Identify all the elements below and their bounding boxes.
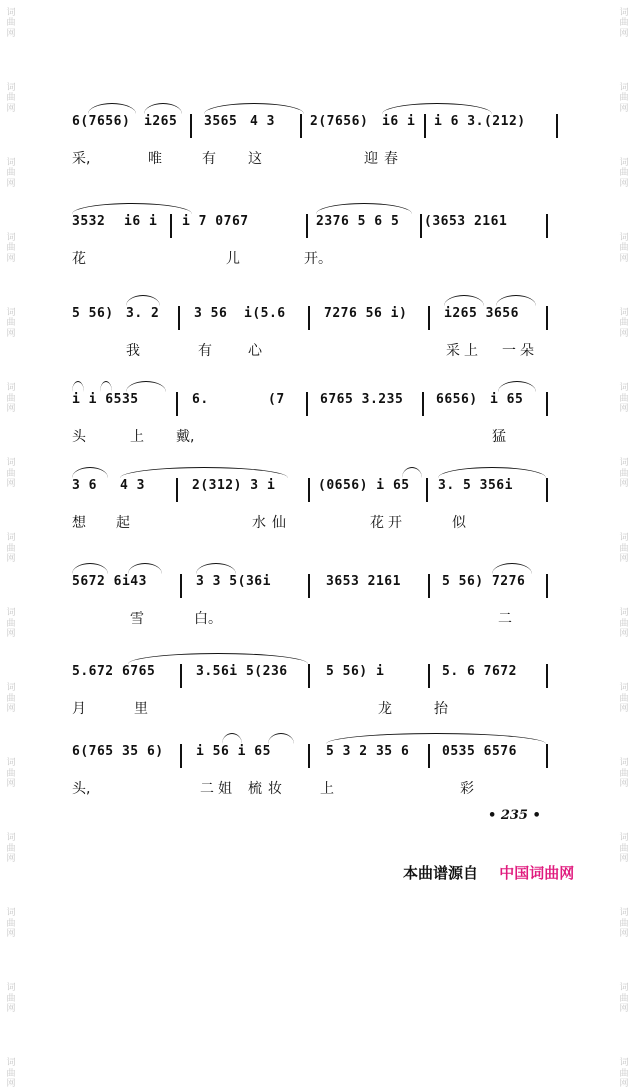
lyric: 有 bbox=[202, 151, 216, 167]
watermark-char: 网 bbox=[619, 103, 629, 114]
lyric-line bbox=[72, 248, 562, 272]
lyric: 儿 bbox=[226, 251, 240, 267]
watermark-char: 词 bbox=[6, 1058, 16, 1069]
watermark-char: 曲 bbox=[6, 18, 16, 29]
lyric-line bbox=[72, 426, 562, 450]
measure: i 56 i 65 bbox=[196, 744, 271, 759]
barline bbox=[178, 306, 180, 330]
lyric: 心 bbox=[248, 343, 262, 359]
watermark-char: 曲 bbox=[6, 93, 16, 104]
watermark-char: 网 bbox=[6, 703, 16, 714]
measure: i i 6535 bbox=[72, 392, 139, 407]
watermark-mark bbox=[6, 683, 15, 714]
watermark-char: 词 bbox=[619, 383, 629, 394]
barline bbox=[180, 744, 182, 768]
watermark-char: 网 bbox=[619, 854, 629, 865]
lyric: 戴, bbox=[176, 429, 195, 445]
watermark-char: 曲 bbox=[6, 243, 16, 254]
watermark-mark bbox=[6, 308, 15, 339]
watermark-char: 网 bbox=[6, 1004, 16, 1015]
watermark-mark bbox=[619, 833, 628, 864]
watermark-char: 网 bbox=[6, 478, 16, 489]
lyric: 上 bbox=[130, 429, 144, 445]
measure: 6656) bbox=[436, 392, 478, 407]
lyric-line bbox=[72, 778, 562, 802]
measure: i 6 3.(212) bbox=[434, 114, 526, 129]
watermark-char: 网 bbox=[6, 854, 16, 865]
measure: i6 i bbox=[382, 114, 416, 129]
watermark-mark bbox=[619, 683, 628, 714]
slur bbox=[128, 653, 308, 664]
barline bbox=[420, 214, 422, 238]
watermark-mark bbox=[6, 233, 15, 264]
watermark-char: 曲 bbox=[619, 768, 629, 779]
measure: 0535 6576 bbox=[442, 744, 517, 759]
watermark-char: 曲 bbox=[619, 318, 629, 329]
watermark-char: 词 bbox=[619, 158, 629, 169]
lyric: 花 bbox=[370, 515, 384, 531]
notation-line bbox=[72, 474, 562, 514]
barline bbox=[546, 574, 548, 598]
barline bbox=[428, 306, 430, 330]
watermark-char: 曲 bbox=[619, 843, 629, 854]
measure: 3532 bbox=[72, 214, 106, 229]
watermark-char: 网 bbox=[619, 553, 629, 564]
watermark-char: 词 bbox=[619, 608, 629, 619]
watermark-mark bbox=[6, 458, 15, 489]
barline bbox=[308, 744, 310, 768]
watermark-column-right bbox=[615, 0, 633, 1089]
barline bbox=[180, 574, 182, 598]
lyric: 上 bbox=[320, 781, 334, 797]
watermark-char: 词 bbox=[619, 308, 629, 319]
lyric: 彩 bbox=[460, 781, 474, 797]
watermark-char: 曲 bbox=[619, 393, 629, 404]
notation-line bbox=[72, 660, 562, 700]
watermark-mark bbox=[6, 533, 15, 564]
watermark-char: 词 bbox=[6, 158, 16, 169]
watermark-char: 网 bbox=[6, 929, 16, 940]
watermark-char: 词 bbox=[6, 983, 16, 994]
slur bbox=[268, 733, 294, 744]
watermark-char: 词 bbox=[619, 908, 629, 919]
notation-line bbox=[72, 740, 562, 780]
lyric: 抬 bbox=[434, 701, 448, 717]
slur bbox=[222, 733, 242, 744]
lyric: 似 bbox=[452, 515, 466, 531]
measure: 5 56) i bbox=[326, 664, 385, 679]
barline bbox=[546, 306, 548, 330]
barline bbox=[428, 664, 430, 688]
lyric: 起 bbox=[116, 515, 130, 531]
measure: 5 56) 7276 bbox=[442, 574, 526, 589]
barline bbox=[546, 478, 548, 502]
watermark-char: 词 bbox=[619, 533, 629, 544]
slur bbox=[496, 295, 536, 306]
watermark-mark bbox=[619, 308, 628, 339]
watermark-char: 曲 bbox=[619, 468, 629, 479]
watermark-mark bbox=[619, 758, 628, 789]
watermark-mark bbox=[619, 158, 628, 189]
lyric: 一 bbox=[502, 343, 516, 359]
barline bbox=[308, 574, 310, 598]
watermark-char: 词 bbox=[6, 608, 16, 619]
barline bbox=[308, 664, 310, 688]
slur bbox=[402, 467, 422, 478]
slur bbox=[126, 295, 160, 306]
credit-source-text: 本曲谱源自 bbox=[403, 864, 479, 882]
watermark-char: 曲 bbox=[6, 918, 16, 929]
measure: 4 3 bbox=[250, 114, 275, 129]
measure: 5 3 2 35 6 bbox=[326, 744, 410, 759]
measure: 3. 5 356i bbox=[438, 478, 513, 493]
notation-line bbox=[72, 388, 562, 428]
watermark-char: 曲 bbox=[619, 993, 629, 1004]
watermark-char: 曲 bbox=[619, 93, 629, 104]
watermark-char: 曲 bbox=[619, 1068, 629, 1079]
watermark-char: 词 bbox=[619, 458, 629, 469]
watermark-char: 网 bbox=[6, 779, 16, 789]
watermark-char: 网 bbox=[619, 929, 629, 940]
measure: 3.56i 5(236 bbox=[196, 664, 288, 679]
lyric: 花 bbox=[72, 251, 86, 267]
watermark-char: 词 bbox=[619, 983, 629, 994]
watermark-char: 网 bbox=[619, 1004, 629, 1015]
watermark-char: 曲 bbox=[6, 318, 16, 329]
page-number: • 235 • bbox=[488, 808, 541, 823]
watermark-char: 词 bbox=[6, 8, 16, 18]
watermark-char: 词 bbox=[6, 308, 16, 319]
barline bbox=[306, 214, 308, 238]
watermark-char: 曲 bbox=[619, 618, 629, 629]
slur bbox=[326, 733, 546, 744]
watermark-char: 词 bbox=[6, 458, 16, 469]
lyric: 开。 bbox=[304, 251, 332, 267]
lyric: 春 bbox=[384, 151, 398, 167]
watermark-char: 曲 bbox=[6, 543, 16, 554]
watermark-char: 网 bbox=[619, 403, 629, 414]
lyric: 梳 bbox=[248, 781, 262, 797]
watermark-mark bbox=[6, 833, 15, 864]
measure: 5672 6i43 bbox=[72, 574, 147, 589]
barline bbox=[308, 478, 310, 502]
notation-line bbox=[72, 110, 562, 150]
lyric: 有 bbox=[198, 343, 212, 359]
watermark-mark bbox=[6, 158, 15, 189]
watermark-char: 词 bbox=[619, 8, 629, 18]
lyric: 水 bbox=[252, 515, 266, 531]
watermark-mark bbox=[6, 383, 15, 414]
watermark-mark bbox=[6, 758, 15, 789]
lyric-line bbox=[72, 340, 562, 364]
lyric: 开 bbox=[388, 515, 402, 531]
lyric: 迎 bbox=[364, 151, 378, 167]
lyric: 里 bbox=[134, 701, 148, 717]
slur bbox=[100, 381, 112, 392]
barline bbox=[190, 114, 192, 138]
barline bbox=[308, 306, 310, 330]
barline bbox=[424, 114, 426, 138]
watermark-char: 网 bbox=[6, 553, 16, 564]
lyric: 这 bbox=[248, 151, 262, 167]
lyric: 龙 bbox=[378, 701, 392, 717]
slur bbox=[382, 103, 492, 114]
measure: 4 3 bbox=[120, 478, 145, 493]
slur bbox=[144, 103, 182, 114]
barline bbox=[180, 664, 182, 688]
barline bbox=[546, 214, 548, 238]
notation-line bbox=[72, 210, 562, 250]
lyric: 白。 bbox=[194, 611, 222, 627]
measure: 2(7656) bbox=[310, 114, 369, 129]
watermark-char: 词 bbox=[6, 758, 16, 769]
slur bbox=[88, 103, 136, 114]
watermark-char: 曲 bbox=[6, 393, 16, 404]
watermark-char: 词 bbox=[619, 1058, 629, 1069]
lyric: 二 bbox=[200, 781, 214, 797]
lyric-line bbox=[72, 608, 562, 632]
measure: 3 3 5(36i bbox=[196, 574, 271, 589]
watermark-mark bbox=[619, 908, 628, 939]
watermark-mark bbox=[6, 1058, 15, 1089]
watermark-char: 词 bbox=[619, 83, 629, 94]
barline bbox=[176, 392, 178, 416]
watermark-char: 曲 bbox=[6, 618, 16, 629]
watermark-char: 网 bbox=[6, 178, 16, 189]
measure: 5. 6 7672 bbox=[442, 664, 517, 679]
measure: 7276 56 i) bbox=[324, 306, 408, 321]
lyric: 唯 bbox=[148, 151, 162, 167]
watermark-char: 网 bbox=[619, 328, 629, 339]
measure: 3. 2 bbox=[126, 306, 160, 321]
watermark-char: 网 bbox=[619, 478, 629, 489]
watermark-char: 曲 bbox=[619, 918, 629, 929]
lyric: 姐 bbox=[218, 781, 232, 797]
lyric: 猛 bbox=[492, 429, 506, 445]
lyric-line bbox=[72, 148, 562, 172]
measure: 3653 2161 bbox=[326, 574, 401, 589]
slur bbox=[316, 203, 412, 214]
slur bbox=[72, 563, 108, 574]
lyric-line bbox=[72, 512, 562, 536]
measure: 6(7656) bbox=[72, 114, 131, 129]
barline bbox=[426, 478, 428, 502]
watermark-char: 网 bbox=[6, 328, 16, 339]
slur bbox=[196, 563, 236, 574]
watermark-char: 曲 bbox=[619, 168, 629, 179]
barline bbox=[428, 574, 430, 598]
watermark-mark bbox=[6, 8, 15, 39]
notation-line bbox=[72, 302, 562, 342]
lyric: 妆 bbox=[268, 781, 282, 797]
measure: 6765 3.235 bbox=[320, 392, 404, 407]
slur bbox=[204, 103, 304, 114]
lyric: 采 bbox=[446, 343, 460, 359]
lyric-line bbox=[72, 698, 562, 722]
watermark-char: 曲 bbox=[619, 18, 629, 29]
lyric: 仙 bbox=[272, 515, 286, 531]
watermark-char: 曲 bbox=[6, 843, 16, 854]
watermark-char: 网 bbox=[6, 103, 16, 114]
watermark-mark bbox=[619, 458, 628, 489]
watermark-mark bbox=[619, 983, 628, 1014]
watermark-char: 网 bbox=[6, 403, 16, 414]
watermark-char: 网 bbox=[6, 628, 16, 639]
measure: i(5.6 bbox=[244, 306, 286, 321]
slur bbox=[492, 563, 532, 574]
slur bbox=[72, 203, 192, 214]
watermark-char: 曲 bbox=[619, 543, 629, 554]
slur bbox=[128, 563, 162, 574]
lyric: 我 bbox=[126, 343, 140, 359]
slur bbox=[438, 467, 546, 478]
watermark-mark bbox=[6, 908, 15, 939]
measure: i 65 bbox=[490, 392, 524, 407]
watermark-mark bbox=[6, 983, 15, 1014]
measure: 6. bbox=[192, 392, 209, 407]
watermark-char: 词 bbox=[619, 683, 629, 694]
watermark-char: 词 bbox=[6, 683, 16, 694]
lyric: 上 bbox=[464, 343, 478, 359]
watermark-char: 网 bbox=[619, 628, 629, 639]
watermark-char: 网 bbox=[6, 1079, 16, 1089]
measure: 2(312) 3 i bbox=[192, 478, 276, 493]
measure: 3 6 bbox=[72, 478, 97, 493]
measure: 2376 5 6 5 bbox=[316, 214, 400, 229]
lyric: 雪 bbox=[130, 611, 144, 627]
watermark-char: 词 bbox=[619, 758, 629, 769]
barline bbox=[170, 214, 172, 238]
source-credit bbox=[403, 862, 574, 883]
watermark-mark bbox=[619, 8, 628, 39]
watermark-char: 曲 bbox=[6, 468, 16, 479]
watermark-char: 网 bbox=[619, 779, 629, 789]
watermark-char: 曲 bbox=[6, 168, 16, 179]
watermark-char: 曲 bbox=[6, 768, 16, 779]
watermark-mark bbox=[6, 608, 15, 639]
measure: i265 bbox=[144, 114, 178, 129]
measure: 3565 bbox=[204, 114, 238, 129]
barline bbox=[306, 392, 308, 416]
watermark-char: 曲 bbox=[619, 243, 629, 254]
watermark-char: 词 bbox=[6, 233, 16, 244]
lyric: 二 bbox=[498, 611, 512, 627]
measure: i265 3656 bbox=[444, 306, 519, 321]
watermark-mark bbox=[619, 608, 628, 639]
watermark-char: 词 bbox=[6, 833, 16, 844]
watermark-char: 网 bbox=[619, 703, 629, 714]
barline bbox=[546, 744, 548, 768]
measure: (7 bbox=[268, 392, 285, 407]
watermark-char: 词 bbox=[6, 383, 16, 394]
barline bbox=[428, 744, 430, 768]
watermark-char: 词 bbox=[6, 83, 16, 94]
watermark-char: 词 bbox=[619, 833, 629, 844]
lyric: 月 bbox=[72, 701, 86, 717]
measure: 5.672 6765 bbox=[72, 664, 156, 679]
watermark-char: 曲 bbox=[6, 1068, 16, 1079]
barline bbox=[546, 392, 548, 416]
credit-site-link[interactable]: 中国词曲网 bbox=[499, 864, 575, 882]
slur bbox=[120, 467, 288, 478]
barline bbox=[176, 478, 178, 502]
measure: (0656) i 65 bbox=[318, 478, 410, 493]
watermark-char: 曲 bbox=[6, 693, 16, 704]
barline bbox=[422, 392, 424, 416]
watermark-char: 词 bbox=[619, 233, 629, 244]
measure: 5 56) bbox=[72, 306, 114, 321]
measure: (3653 2161 bbox=[424, 214, 508, 229]
slur bbox=[444, 295, 484, 306]
notation-line bbox=[72, 570, 562, 610]
barline bbox=[546, 664, 548, 688]
lyric: 想 bbox=[72, 515, 86, 531]
lyric: 头 bbox=[72, 429, 86, 445]
watermark-char: 词 bbox=[6, 533, 16, 544]
watermark-mark bbox=[619, 383, 628, 414]
slur bbox=[72, 381, 84, 392]
slur bbox=[126, 381, 166, 392]
watermark-char: 网 bbox=[619, 28, 629, 39]
watermark-mark bbox=[6, 83, 15, 114]
watermark-char: 曲 bbox=[619, 693, 629, 704]
watermark-char: 词 bbox=[6, 908, 16, 919]
measure: 3 56 bbox=[194, 306, 228, 321]
lyric: 朵 bbox=[520, 343, 534, 359]
slur bbox=[498, 381, 536, 392]
watermark-char: 网 bbox=[619, 253, 629, 264]
measure: i 7 0767 bbox=[182, 214, 249, 229]
watermark-char: 网 bbox=[619, 1079, 629, 1089]
watermark-char: 网 bbox=[6, 28, 16, 39]
watermark-mark bbox=[619, 233, 628, 264]
watermark-column-left bbox=[2, 0, 20, 1089]
watermark-char: 曲 bbox=[6, 993, 16, 1004]
watermark-mark bbox=[619, 83, 628, 114]
watermark-mark bbox=[619, 1058, 628, 1089]
lyric: 采, bbox=[72, 151, 91, 167]
barline bbox=[556, 114, 558, 138]
watermark-char: 网 bbox=[619, 178, 629, 189]
measure: 6(765 35 6) bbox=[72, 744, 164, 759]
measure: i6 i bbox=[124, 214, 158, 229]
watermark-char: 网 bbox=[6, 253, 16, 264]
slur bbox=[72, 467, 108, 478]
barline bbox=[300, 114, 302, 138]
lyric: 头, bbox=[72, 781, 91, 797]
watermark-mark bbox=[619, 533, 628, 564]
